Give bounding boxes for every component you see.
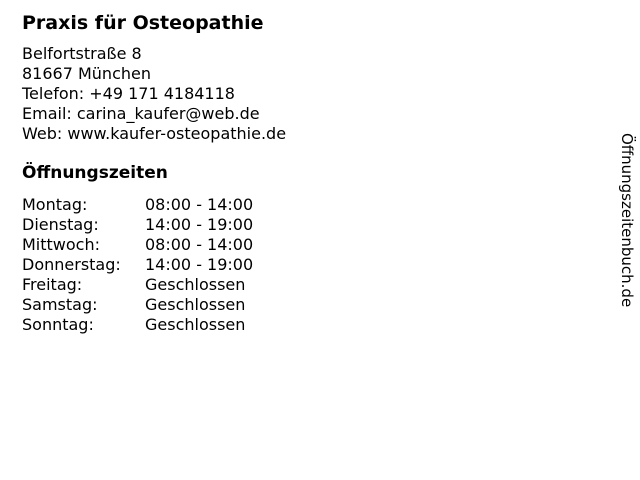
hours-row-sunday — [22, 315, 253, 335]
hours-row-saturday — [22, 295, 253, 315]
day-label: Dienstag: — [22, 215, 99, 234]
opening-hours-table — [22, 195, 253, 335]
oeffnungszeitenbuch-watermark: Öffnungszeitenbuch.de — [618, 133, 636, 308]
hours-row-friday — [22, 275, 253, 295]
hours-row-wednesday — [22, 235, 253, 255]
contact-block — [22, 44, 286, 144]
day-label: Samstag: — [22, 295, 98, 314]
day-label: Donnerstag: — [22, 255, 121, 274]
time-value: 14:00 - 19:00 — [145, 215, 254, 234]
business-info-section — [22, 12, 286, 144]
phone-line: Telefon: +49 171 4184118 — [22, 84, 235, 103]
time-value: Geschlossen — [145, 275, 246, 294]
opening-hours-heading: Öffnungszeiten — [22, 163, 168, 183]
day-label: Freitag: — [22, 275, 83, 294]
day-label: Mittwoch: — [22, 235, 100, 254]
time-value: 08:00 - 14:00 — [145, 195, 254, 214]
time-value: 08:00 - 14:00 — [145, 235, 254, 254]
hours-row-tuesday — [22, 215, 253, 235]
hours-row-monday — [22, 195, 253, 215]
email-line: Email: carina_kaufer@web.de — [22, 104, 260, 123]
address-street: Belfortstraße 8 — [22, 44, 142, 63]
day-label: Montag: — [22, 195, 88, 214]
website-line: Web: www.kaufer-osteopathie.de — [22, 124, 287, 143]
hours-row-thursday — [22, 255, 253, 275]
day-label: Sonntag: — [22, 315, 94, 334]
business-name-title: Praxis für Osteopathie — [22, 12, 264, 34]
time-value: 14:00 - 19:00 — [145, 255, 254, 274]
address-city: 81667 München — [22, 64, 151, 83]
time-value: Geschlossen — [145, 295, 246, 314]
time-value: Geschlossen — [145, 315, 246, 334]
